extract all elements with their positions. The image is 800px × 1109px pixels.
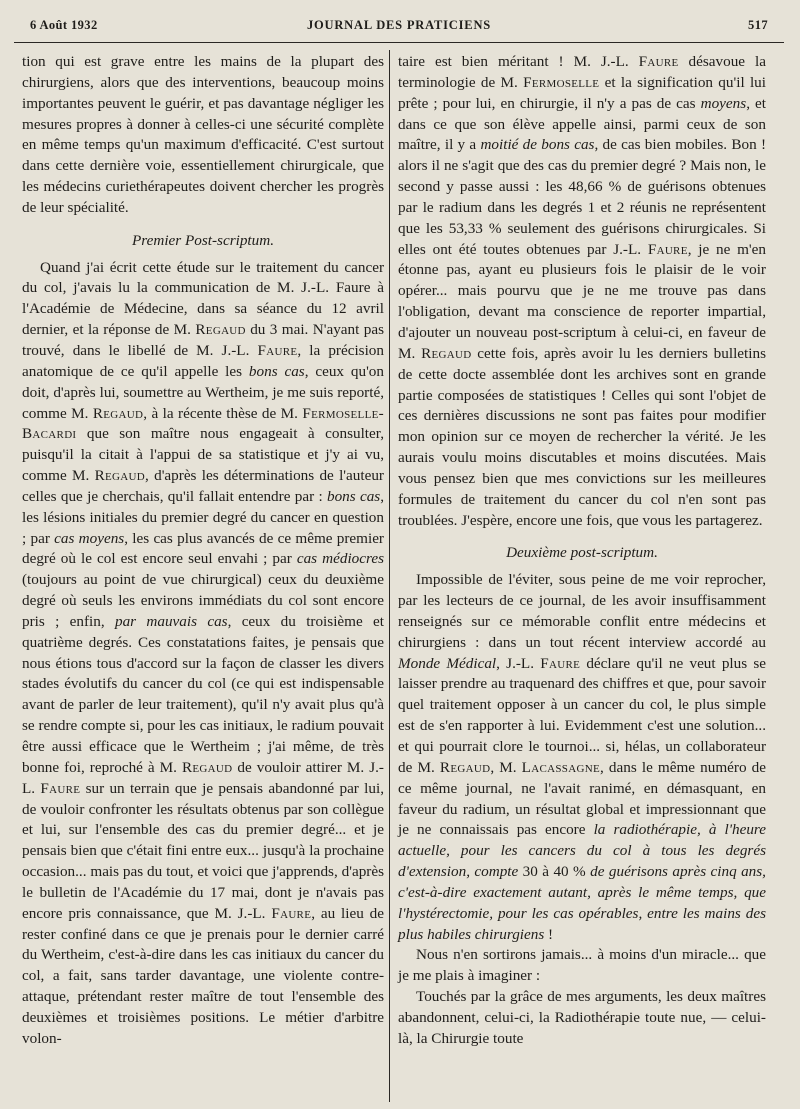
text-run: , et dans ce que son élève appelle ainsi, parmi ceux de son maître, il y a bbox=[398, 94, 766, 154]
paragraph bbox=[22, 258, 384, 1050]
text-run: Quand j'ai écrit cette étude sur le traitement du cancer du col, j'avais lu la communication de M. J.-L. Faure à l'Académie de Médecine, dans sa séance du 12 avril dernier, et la réponse de M. bbox=[22, 258, 384, 339]
paragraph bbox=[398, 570, 766, 945]
issue-date: 6 Août 1932 bbox=[30, 18, 98, 32]
text-run: , d'après les déterminations de l'auteur celles que je cherchais, qu'il fallait entendre par : bbox=[22, 467, 384, 505]
proper-name: Faure bbox=[540, 654, 581, 672]
italic-text: moyens bbox=[700, 94, 747, 112]
text-run: , dans le même numéro de ce même journal, ne l'avait ranimé, en démasquant, en faveur du radium, un résultat global et impressionnant que je ne connaissais pas encore bbox=[398, 758, 767, 839]
italic-text: la radiothérapie, à l'heure actuelle, pour les cancers du col à tous les degrés d'extension, compte bbox=[398, 821, 766, 881]
page-number: 517 bbox=[748, 18, 768, 32]
italic-text: Monde Médical bbox=[398, 654, 497, 672]
journal-title: JOURNAL DES PRATICIENS bbox=[306, 18, 492, 32]
text-run: , les cas plus avancés de ce même premier degré où le col est encore seul envahi ; par bbox=[22, 529, 384, 568]
proper-name: Faure bbox=[271, 904, 312, 922]
text-run: Impossible de l'éviter, sous peine de me voir reprocher, par les lecteurs de ce journal, de les avoir insuffisamment renseignés sur ce mémorable conflit entre médecins et chirurgiens : dans un tout récent interview accordé au bbox=[398, 571, 766, 651]
text-run: , J.-L. bbox=[496, 654, 541, 672]
text-run: 30 à 40 % bbox=[518, 863, 591, 881]
column-divider bbox=[389, 50, 390, 1102]
section-heading: Premier Post-scriptum. bbox=[131, 231, 274, 249]
text-run: , ceux qu'on doit, d'après lui, soumettre au Wertheim, je me suis reporté, comme M. bbox=[22, 362, 384, 422]
italic-text: cas moyens bbox=[54, 529, 125, 547]
italic-text: bons cas bbox=[248, 362, 305, 380]
text-run: tion qui est grave entre les mains de la plupart des chirurgiens, alors que des interventions, beaucoup moins importantes peuvent le guérir, et pas davantage négliger les mesures propres à donner à celles-ci une sécurité complète en même temps qu'un maximum d'efficacité. C'est surtout dans cette dernière voie, essentiellement chirurgicale, que les médecins curiethérapeutes doivent chercher les progrès de leur spécialité. bbox=[22, 53, 384, 216]
text-run: ! bbox=[544, 925, 554, 943]
left-column bbox=[22, 52, 384, 1050]
proper-name: Regaud bbox=[92, 404, 144, 422]
text-run: de vouloir attirer M. J.-L. bbox=[22, 758, 384, 797]
italic-text: moitié de bons cas bbox=[480, 136, 595, 154]
proper-name: Regaud bbox=[195, 321, 246, 339]
proper-name: Faure bbox=[638, 53, 679, 70]
proper-name: Faure bbox=[40, 779, 81, 797]
header-rule bbox=[14, 42, 784, 43]
proper-name: Fermoselle bbox=[523, 73, 600, 91]
proper-name: Regaud bbox=[181, 758, 233, 776]
paragraph bbox=[398, 987, 766, 1050]
text-run: , de cas bien mobiles. Bon ! alors il ne s'agit que des cas du premier degré ? Mais non, le second y passe aussi : les 48,66 % de guérisons obtenues par le radium dans les degrés 1 et 2 réunis ne représentent que les 53,33 % seulement des guérisons chirurgicales. Si elles ont été toutes obtenues par J.-L. bbox=[398, 136, 766, 258]
page-header bbox=[30, 18, 768, 40]
italic-text: de guérisons après cinq ans, c'est-à-dire exactement autant, après le même temps, que l'hystérectomie, pour les cas opérables, entre les mains des plus habiles chirurgiens bbox=[398, 863, 766, 943]
text-run: , M. bbox=[490, 758, 522, 776]
paragraph bbox=[398, 945, 766, 987]
text-run: sur un terrain que je pensais abandonné par lui, de vouloir confronter les résultats obtenus par son collègue et lui, sur l'ensemble des cas du premier degré... et je pensais bien que c'était fini entre eux... jusqu'à la prochaine occasion... mais pas du tout, et voici que j'apprends, d'après le bulletin de l'Académie du 17 mai, dont je n'avais pas encore pris connaissance, que M. J.-L. bbox=[22, 779, 384, 922]
text-run: , à la récente thèse de M. bbox=[143, 404, 303, 422]
italic-text: par mauvais cas bbox=[114, 612, 228, 630]
proper-name: Faure bbox=[257, 341, 298, 359]
text-run: , au lieu de rester confiné dans ce que je prenais pour le dernier carré du Wertheim, c'est-à-dire dans les cas initiaux du cancer du col, a fait, sans tarder davantage, une violente contre-attaque, prétendant rester maître de tout l'ensemble des deuxièmes et troisièmes positions. Le métier d'arbitre volon- bbox=[22, 904, 385, 1047]
italic-text: cas médiocres bbox=[296, 550, 384, 568]
section-heading: Deuxième post-scriptum. bbox=[506, 544, 658, 562]
text-run: , je ne m'en étonne pas, ayant eu plusieurs fois le plaisir de le voir opérer... mais pourvu que je ne me trouve pas dans l'obligation, devant ma conscience de reporter impartial, d'ajouter un nouveau post-scriptum à celui-ci, en faveur de M. bbox=[398, 240, 767, 362]
proper-name: Faure bbox=[647, 240, 688, 258]
text-run: (toujours au point de vue chirurgical) ceux du deuxième degré où seuls les environs immédiats du col sont encore pris ; enfin, bbox=[22, 571, 384, 630]
text-run: Touchés par la grâce de mes arguments, les deux maîtres abandonnent, celui-ci, la Radiothérapie toute nue, — celui-là, la Chirurgie toute bbox=[398, 988, 766, 1047]
proper-name: Regaud bbox=[439, 758, 491, 776]
text-run: désavoue la terminologie de M. bbox=[398, 53, 766, 91]
text-run: cette fois, après avoir lu les derniers bulletins de cette docte assemblée dont les archives sont en grande partie composées de statistiques ! Celles qui sont l'objet de ces dernières discussions ne sont pas faites pour modifier mon opinion sur ce moyen de rechercher la vérité. Je les aurais voulu moins discutables et moins discutées. Mais vous pensez bien que mes convictions sur les meilleures formules de traitement du cancer du col n'en sont pas troublées. J'espère, encore une fois, que vous les partagerez. bbox=[398, 344, 766, 529]
right-column bbox=[398, 52, 766, 1050]
text-run: , ceux du troisième et quatrième degrés. Ces constatations faites, je pensais que nous étions tous d'accord sur la façon de classer les divers stades évolutifs du cancer du col (ce qui est indispensable avant de parler de leur traitement), qu'il n'y avait plus qu'à se rendre compte si, pour les cas initiaux, le radium pouvait être aussi efficace que le Wertheim ; j'ai même, de très bonne foi, reproché à M. bbox=[22, 612, 384, 776]
text-run: taire est bien méritant ! M. J.-L. bbox=[398, 53, 639, 70]
proper-name: Regaud bbox=[94, 467, 146, 485]
proper-name: Regaud bbox=[421, 344, 472, 362]
text-run: Nous n'en sortirons jamais... à moins d'un miracle... que je me plais à imaginer : bbox=[398, 946, 766, 985]
text-run: déclare qu'il ne veut plus se laisser prendre au traquenard des chiffres et que, pour savoir quel traitement opposer à un cancer du col, le plus simple est de s'en rapporter à lui. Evidemment c'est une solution... et qui pourrait clore le tournoi... si, hélas, un collaborateur de M. bbox=[398, 654, 767, 776]
paragraph bbox=[398, 52, 766, 531]
text-run: et la signification qu'il lui prête ; pour lui, en chirurgie, il n'y a pas de cas bbox=[398, 73, 766, 112]
text-run: du 3 mai. N'ayant pas trouvé, dans le libellé de M. J.-L. bbox=[22, 321, 384, 359]
text-run: , la précision anatomique de ce qu'il appelle les bbox=[22, 341, 384, 380]
italic-text: bons cas bbox=[326, 487, 381, 505]
text-run: que son maître nous engageait à consulter, puisqu'il la citait à l'appui de sa statistique et j'y ai vu, comme M. bbox=[22, 425, 384, 485]
text-run: , les lésions initiales du premier degré du cancer en question ; par bbox=[22, 487, 385, 547]
proper-name: Fermoselle-Bacardi bbox=[22, 404, 384, 443]
proper-name: Lacassagne bbox=[521, 758, 600, 776]
paragraph bbox=[22, 52, 384, 219]
